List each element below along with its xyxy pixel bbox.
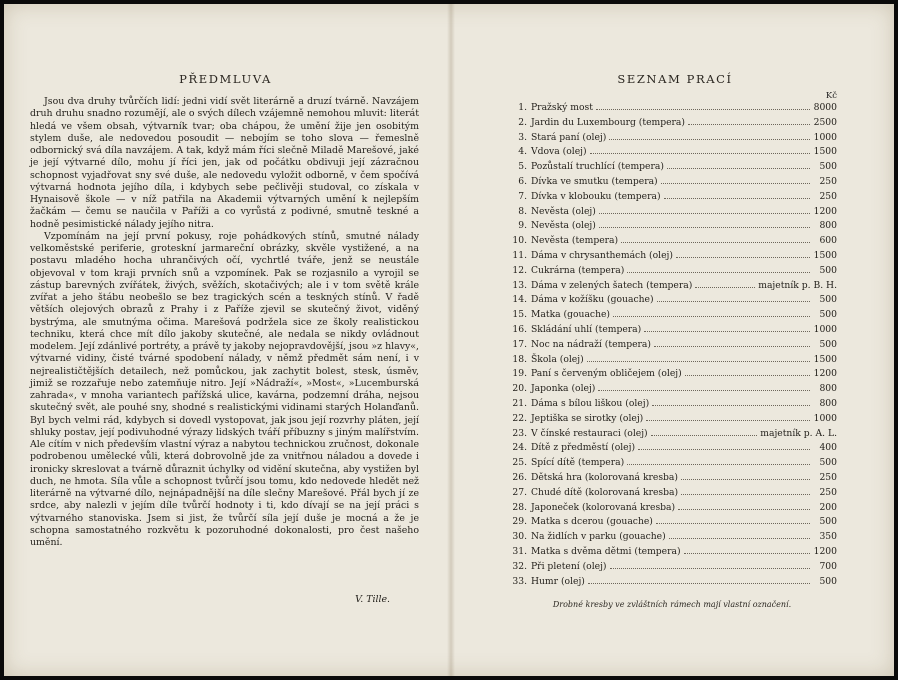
work-price: 1500 (813, 146, 837, 158)
work-name: Japoneček (kolorovaná kresba) (531, 501, 676, 513)
work-price: 250 (819, 190, 837, 202)
work-price: majetník p. B. H. (758, 279, 837, 291)
booklet-spread (4, 4, 894, 676)
work-number: 14. (512, 294, 527, 306)
work-number: 31. (512, 545, 527, 557)
work-name: Jeptiška se sirotky (olej) (531, 412, 644, 424)
works-title: SEZNAM PRACÍ (617, 72, 733, 86)
work-number: 5. (518, 161, 527, 173)
work-price: 1500 (813, 353, 837, 365)
work-item (507, 324, 837, 339)
dot-leader (613, 309, 810, 317)
work-item (507, 191, 837, 206)
dot-leader (598, 383, 810, 391)
work-number: 20. (512, 383, 527, 395)
page-fold (447, 4, 455, 676)
work-name: Nevěsta (olej) (531, 220, 596, 232)
work-name: V čínské restauraci (olej) (531, 427, 648, 439)
dot-leader (684, 546, 810, 554)
work-item (507, 280, 837, 295)
work-item (507, 102, 837, 117)
work-item (507, 428, 837, 443)
works-note: Drobné kresby ve zvláštních rámech mají vlastní označení. (552, 600, 792, 609)
foreword-text (30, 96, 419, 549)
work-item (507, 398, 837, 413)
work-price: 800 (819, 397, 837, 409)
work-item (507, 294, 837, 309)
work-name: Dáma s bílou liškou (olej) (531, 397, 650, 409)
work-price: 1200 (813, 545, 837, 557)
work-name: Matka s dvěma dětmi (tempera) (531, 545, 681, 557)
work-name: Dáma v kožíšku (gouache) (531, 294, 654, 306)
work-price: 700 (819, 560, 837, 572)
work-item (507, 265, 837, 280)
work-name: Škola (olej) (531, 353, 584, 365)
work-item (507, 309, 837, 324)
work-number: 9. (518, 220, 527, 232)
work-price: 500 (819, 575, 837, 587)
work-item (507, 457, 837, 472)
work-name: Skládání uhlí (tempera) (531, 323, 642, 335)
work-number: 17. (512, 338, 527, 350)
work-number: 29. (512, 516, 527, 528)
work-number: 4. (518, 146, 527, 158)
dot-leader (627, 265, 810, 273)
dot-leader (590, 146, 810, 154)
dot-leader (588, 576, 810, 584)
work-item (507, 339, 837, 354)
work-price: 200 (819, 501, 837, 513)
work-number: 12. (512, 264, 527, 276)
work-name: Při pletení (olej) (531, 560, 607, 572)
work-item (507, 531, 837, 546)
work-number: 21. (512, 397, 527, 409)
currency-label: Kč (825, 91, 837, 101)
work-number: 8. (518, 205, 527, 217)
work-name: Dáma v zelených šatech (tempera) (531, 279, 693, 291)
work-item (507, 516, 837, 531)
work-price: 500 (819, 264, 837, 276)
work-name: Pražský most (531, 102, 593, 113)
work-price: 2500 (813, 116, 837, 128)
work-price: 500 (819, 309, 837, 321)
dot-leader (596, 102, 810, 110)
work-number: 2. (518, 116, 527, 128)
work-number: 15. (512, 309, 527, 321)
dot-leader (681, 472, 810, 480)
dot-leader (664, 191, 810, 199)
work-name: Cukrárna (tempera) (531, 264, 625, 276)
dot-leader (621, 235, 810, 243)
work-price: majetník p. A. L. (760, 427, 837, 439)
dot-leader (681, 487, 810, 495)
work-price: 250 (819, 175, 837, 187)
dot-leader (652, 398, 810, 406)
work-price: 1000 (813, 323, 837, 335)
dot-leader (599, 220, 810, 228)
work-price: 500 (819, 294, 837, 306)
work-number: 7. (518, 190, 527, 202)
work-price: 500 (819, 161, 837, 173)
left-page (4, 4, 447, 676)
work-number: 13. (512, 279, 527, 291)
dot-leader (654, 339, 810, 347)
work-number: 3. (518, 131, 527, 143)
work-name: Vdova (olej) (531, 146, 587, 158)
work-price: 400 (819, 442, 837, 454)
foreword-title: PŘEDMLUVA (179, 72, 272, 86)
work-number: 28. (512, 501, 527, 513)
work-item (507, 442, 837, 457)
work-number: 25. (512, 457, 527, 469)
work-number: 22. (512, 412, 527, 424)
work-item (507, 576, 837, 591)
dot-leader (651, 428, 758, 436)
work-item (507, 502, 837, 517)
work-name: Jardin du Luxembourg (tempera) (531, 116, 685, 128)
work-number: 18. (512, 353, 527, 365)
work-number: 16. (512, 323, 527, 335)
foreword-paragraph: Vzpomínám na její první pokusy, roje pohádkových stínů, smutné nálady velkoměstské periferie, groteskní jarmareční obrázky, skvěle vystižené, a na postavu mladého hocha uhrančivých očí, vychrtlé tváře, jenž se neustále objevoval v tom kraji prvních snů a vzpomínek. Pak se rozjasnilo a vyrojil se zástup barevných zvířátek, živých, svěžích, skotačivých; ale i v tom světě krále zvířat a jeho štábu neobešlo se bez tragických scén a teskných stínů. V řadě větších olejových obrazů z Prahy i z Paříže zjevil se skutečný život, viděný bystrýma, ale smutnýma očima. Marešová podržela sice ze školy realistickou techniku, která chce mít dílo jakoby skutečné, ale nedala se nikdy ovládnout modelem. Její zdánlivé portréty, a právě ty jakoby nejopravdovější, jsou »z hlavy«, výtvarné vidiny, čisté tvárné spodobení nálady, v němž předmět sám není, i v nejrealističtějších detailech, než pomůckou, jak zachytit bolest, stesk, úsměv, jimiž se rozzařuje nebo zatemňuje nitro. Její »Nádraží«, »Most«, »Lucemburská zahrada«, v mnoha variantech pařížská ulice, kavárna, podzemní dráha, nejsou skutečný svět, ale pouhé sny, shodné s realistickými vidinami starých Holanďanů. Byl bych velmi rád, kdybych si dovedl vystopovat, jak jsou její rozvrhy pláten, její shluky postav, její podivuhodné výrazy lidských tváří příbuzny s jiným malířstvím. Ale cítím v nich především vlastní výraz a nabytou technickou zručnost, dokonale podrobenou umělecké vůli, která dobrovolně jde za vnitřnou náladou a dovede i ironicky skreslovat a tvárně důraznit úchylky od vidění skutečna, aby vystižen byl duch, ne hmota. Síla vůle a schopnost tvůrčí jsou tomu, kdo nedovede hledět než literárně na výtvarné dílo, nejnápadnější na díle slečny Marešové. Přál bych jí ze srdce, aby nalezli v jejím díle tvůrčí hodnoty i ti, kdo dívají se na její práci s výtvarného stanoviska. Jsem si jist, že tvůrčí síla její duše je mocná a že je schopna samostatného rozkvětu k pozoruhodné dokonalosti, pro čest našeho umění. (30, 230, 420, 548)
work-name: Stará paní (olej) (531, 131, 607, 143)
dot-leader (638, 442, 810, 450)
work-price: 1200 (813, 205, 837, 217)
work-item (507, 117, 837, 132)
work-name: Japonka (olej) (531, 383, 596, 395)
works-list (507, 102, 837, 590)
work-price: 1200 (813, 368, 837, 380)
work-item (507, 354, 837, 369)
dot-leader (627, 457, 810, 465)
work-item (507, 206, 837, 221)
work-item (507, 220, 837, 235)
work-item (507, 146, 837, 161)
work-number: 33. (512, 575, 527, 587)
work-name: Nevěsta (olej) (531, 205, 596, 217)
work-name: Chudé dítě (kolorovaná kresba) (531, 486, 679, 498)
work-item (507, 132, 837, 147)
work-price: 250 (819, 471, 837, 483)
dot-leader (599, 206, 810, 214)
work-name: Dáma v chrysanthemách (olej) (531, 249, 673, 261)
work-number: 11. (512, 249, 527, 261)
dot-leader (657, 294, 810, 302)
right-page (455, 4, 894, 676)
work-item (507, 383, 837, 398)
work-price: 500 (819, 457, 837, 469)
work-number: 32. (512, 560, 527, 572)
dot-leader (667, 161, 810, 169)
dot-leader (644, 324, 810, 332)
work-price: 350 (819, 531, 837, 543)
work-item (507, 546, 837, 561)
work-number: 30. (512, 531, 527, 543)
work-number: 26. (512, 471, 527, 483)
dot-leader (688, 117, 810, 125)
work-price: 1000 (813, 412, 837, 424)
work-price: 500 (819, 516, 837, 528)
work-number: 6. (518, 175, 527, 187)
work-name: Noc na nádraží (tempera) (531, 338, 651, 350)
work-price: 600 (819, 235, 837, 247)
signature: V. Tille. (355, 594, 390, 605)
work-price: 250 (819, 486, 837, 498)
work-name: Spící dítě (tempera) (531, 457, 625, 469)
work-item (507, 368, 837, 383)
work-item (507, 472, 837, 487)
work-price: 1500 (813, 249, 837, 261)
work-price: 500 (819, 338, 837, 350)
dot-leader (695, 280, 755, 288)
work-price: 800 (819, 383, 837, 395)
dot-leader (661, 176, 810, 184)
work-item (507, 413, 837, 428)
work-name: Dětská hra (kolorovaná kresba) (531, 471, 678, 483)
dot-leader (669, 531, 810, 539)
work-number: 23. (512, 427, 527, 439)
dot-leader (610, 561, 810, 569)
work-item (507, 487, 837, 502)
dot-leader (587, 354, 810, 362)
dot-leader (646, 413, 810, 421)
dot-leader (685, 368, 810, 376)
work-number: 1. (518, 102, 527, 113)
dot-leader (656, 516, 810, 524)
dot-leader (609, 132, 810, 140)
work-price: 800 (819, 220, 837, 232)
work-name: Dívka v klobouku (tempera) (531, 190, 661, 202)
work-name: Dívka ve smutku (tempera) (531, 175, 658, 187)
work-price: 8000 (813, 102, 837, 113)
work-name: Dítě z předměstí (olej) (531, 442, 636, 454)
work-item (507, 250, 837, 265)
work-number: 10. (512, 235, 527, 247)
work-name: Paní s červeným obličejem (olej) (531, 368, 682, 380)
work-name: Matka (gouache) (531, 309, 611, 321)
work-name: Na židlích v parku (gouache) (531, 531, 666, 543)
work-number: 27. (512, 486, 527, 498)
work-item (507, 235, 837, 250)
work-number: 19. (512, 368, 527, 380)
work-name: Humr (olej) (531, 575, 585, 587)
foreword-paragraph: Jsou dva druhy tvůrčích lidí: jedni vidí svět literárně a druzí tvárně. Navzájem druh druhu snadno rozumějí, ale o svých dílech vzájemně nemohou mluvit: literát hledá ve všem obsah, výtvarník tvar; oba chápou, že umění žije jen osobitým stylem duše, ale nedovedou posoudit — nebojím se toho slova — řemeslně odbornický svá díla navzájem. A tak, když mám říci slečně Miladě Marešové, jaké je její výtvarné dílo, mohu jí říci jen, jak od počátku obdivuji její zázračnou schopnost vyjadřovat sny své duše, ale nedovedu vyložit odborně, v čem spočívá výtvarná hodnota jejího díla, i kdybych sebe pečlivěji studoval, co získala v Hynaisově škole — v níž patřila na Akademii výtvarných umění k nejlepším žačkám — čemu se naučila v Paříži a co vyrůstá z podivné, smutně teskné a hodně pesimistické nálady jejího nitra. (30, 96, 419, 230)
work-name: Pozůstalí truchlící (tempera) (531, 161, 664, 173)
work-item (507, 561, 837, 576)
work-item (507, 161, 837, 176)
work-price: 1000 (813, 131, 837, 143)
work-number: 24. (512, 442, 527, 454)
work-name: Nevěsta (tempera) (531, 235, 619, 247)
work-name: Matka s dcerou (gouache) (531, 516, 653, 528)
dot-leader (676, 250, 810, 258)
work-item (507, 176, 837, 191)
dot-leader (678, 502, 810, 510)
